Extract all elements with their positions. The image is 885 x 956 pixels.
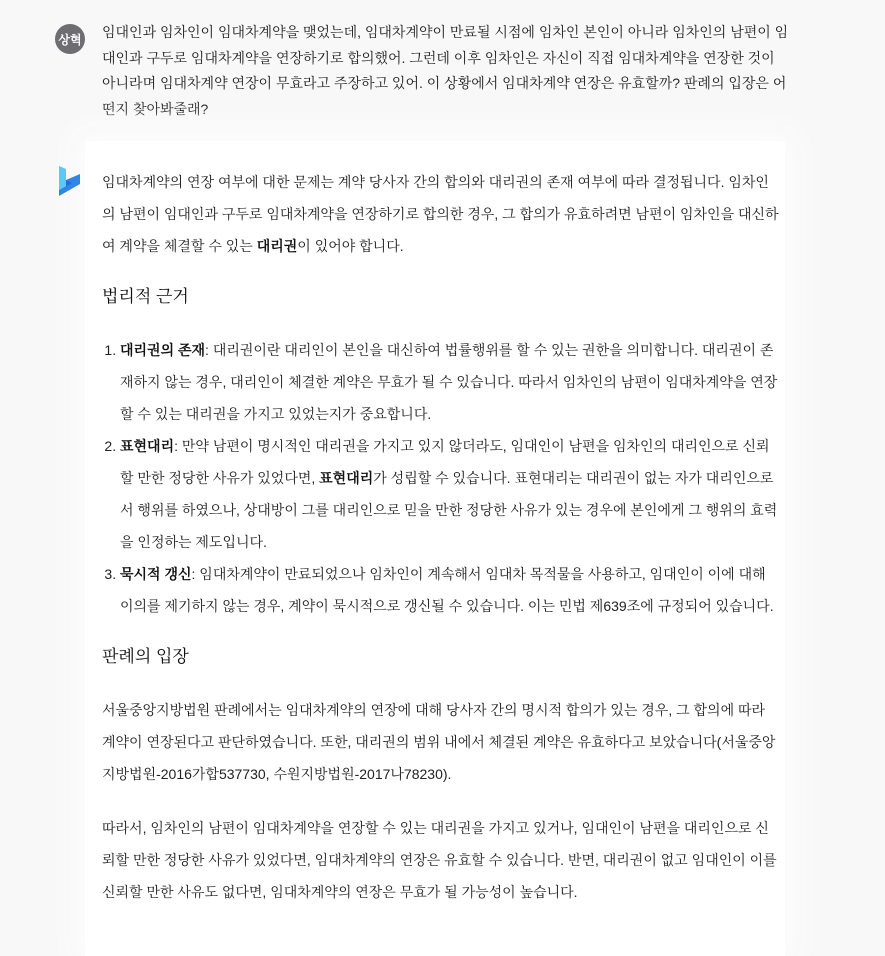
item-text: 가 성립할 수 있습니다. 표현대리는 대리권이 없는 자가 대리인으로서 행위를 하였으나, 상대방이 그를 대리인으로 믿을 만한 정당한 사유가 있는 경우에 본인에게 그 행위의 효력을 인정하는 제도입니다. — [120, 470, 778, 550]
bing-logo-icon — [58, 166, 82, 196]
intro-paragraph — [102, 166, 780, 262]
item-bold: 표현대리 — [319, 470, 374, 486]
item-title: 묵시적 갱신 — [120, 566, 192, 582]
list-item — [120, 430, 780, 558]
legal-basis-list — [102, 334, 780, 622]
intro-text-end: 이 있어야 합니다. — [297, 238, 404, 254]
user-avatar: 상혁 — [55, 24, 85, 54]
item-title: 대리권의 존재 — [120, 342, 206, 358]
user-message: 임대인과 임차인이 임대차계약을 맺었는데, 임대차계약이 만료될 시점에 임차인 본인이 아니라 임차인의 남편이 임대인과 구두로 임대차계약을 연장하기로 합의했어. 그런데 이후 임차인은 자신이 직접 임대차계약을 연장한 것이 아니라며 임대차계약 연장이 무효라고 주장하고 있어. 이 상황에서 임대차계약 연장은 유효할까? 판례의 입장은 어떤지 찾아봐줄래? — [102, 24, 789, 118]
intro-bold: 대리권 — [256, 238, 298, 254]
item-title: 표현대리 — [120, 438, 175, 454]
conclusion-paragraph: 따라서, 임차인의 남편이 임대차계약을 연장할 수 있는 대리권을 가지고 있거나, 임대인이 남편을 대리인으로 신뢰할 만한 정당한 사유가 있었다면, 임대차계약의 연장은 유효할 수 있습니다. 반면, 대리권이 없고 임대인이 이를 신뢰할 만한 사유도 없다면, 임대차계약의 연장은 무효가 될 가능성이 높습니다. — [102, 820, 777, 900]
item-text: : 임대차계약이 만료되었으나 임차인이 계속해서 임대차 목적물을 사용하고, 임대인이 이에 대해 이의를 제기하지 않는 경우, 계약이 묵시적으로 갱신될 수 있습니다. 이는 민법 제639조에 규정되어 있습니다. — [120, 566, 774, 614]
list-item — [120, 334, 780, 430]
item-text: : 만약 남편이 명시적인 대리권을 가지고 있지 않더라도, 임대인이 남편을 임차인의 대리인으로 신뢰할 만한 정당한 사유가 있었다면, — [120, 438, 770, 486]
assistant-message — [102, 166, 780, 908]
intro-text: 임대차계약의 연장 여부에 대한 문제는 계약 당사자 간의 합의와 대리권의 존재 여부에 따라 결정됩니다. 임차인의 남편이 임대인과 구두로 임대차계약을 연장하기로 합의한 경우, 그 합의가 유효하려면 남편이 임차인을 대신하여 계약을 체결할 수 있는 — [102, 174, 779, 254]
list-item — [120, 558, 780, 622]
heading-legal-basis: 법리적 근거 — [102, 287, 189, 306]
heading-precedent: 판례의 입장 — [102, 647, 189, 666]
user-message-area — [0, 0, 885, 141]
item-text: : 대리권이란 대리인이 본인을 대신하여 법률행위를 할 수 있는 권한을 의미합니다. 대리권이 존재하지 않는 경우, 대리인이 체결한 계약은 무효가 될 수 있습니다. 따라서 임차인의 남편이 임대차계약을 연장할 수 있는 대리권을 가지고 있었는지가 중요합니다. — [120, 342, 778, 422]
precedent-paragraph: 서울중앙지방법원 판례에서는 임대차계약의 연장에 대해 당사자 간의 명시적 합의가 있는 경우, 그 합의에 따라 계약이 연장된다고 판단하였습니다. 또한, 대리권의 범위 내에서 체결된 계약은 유효하다고 보았습니다(서울중앙지방법원-2016가합537730, 수원지방법원-2017나78230). — [102, 702, 776, 782]
